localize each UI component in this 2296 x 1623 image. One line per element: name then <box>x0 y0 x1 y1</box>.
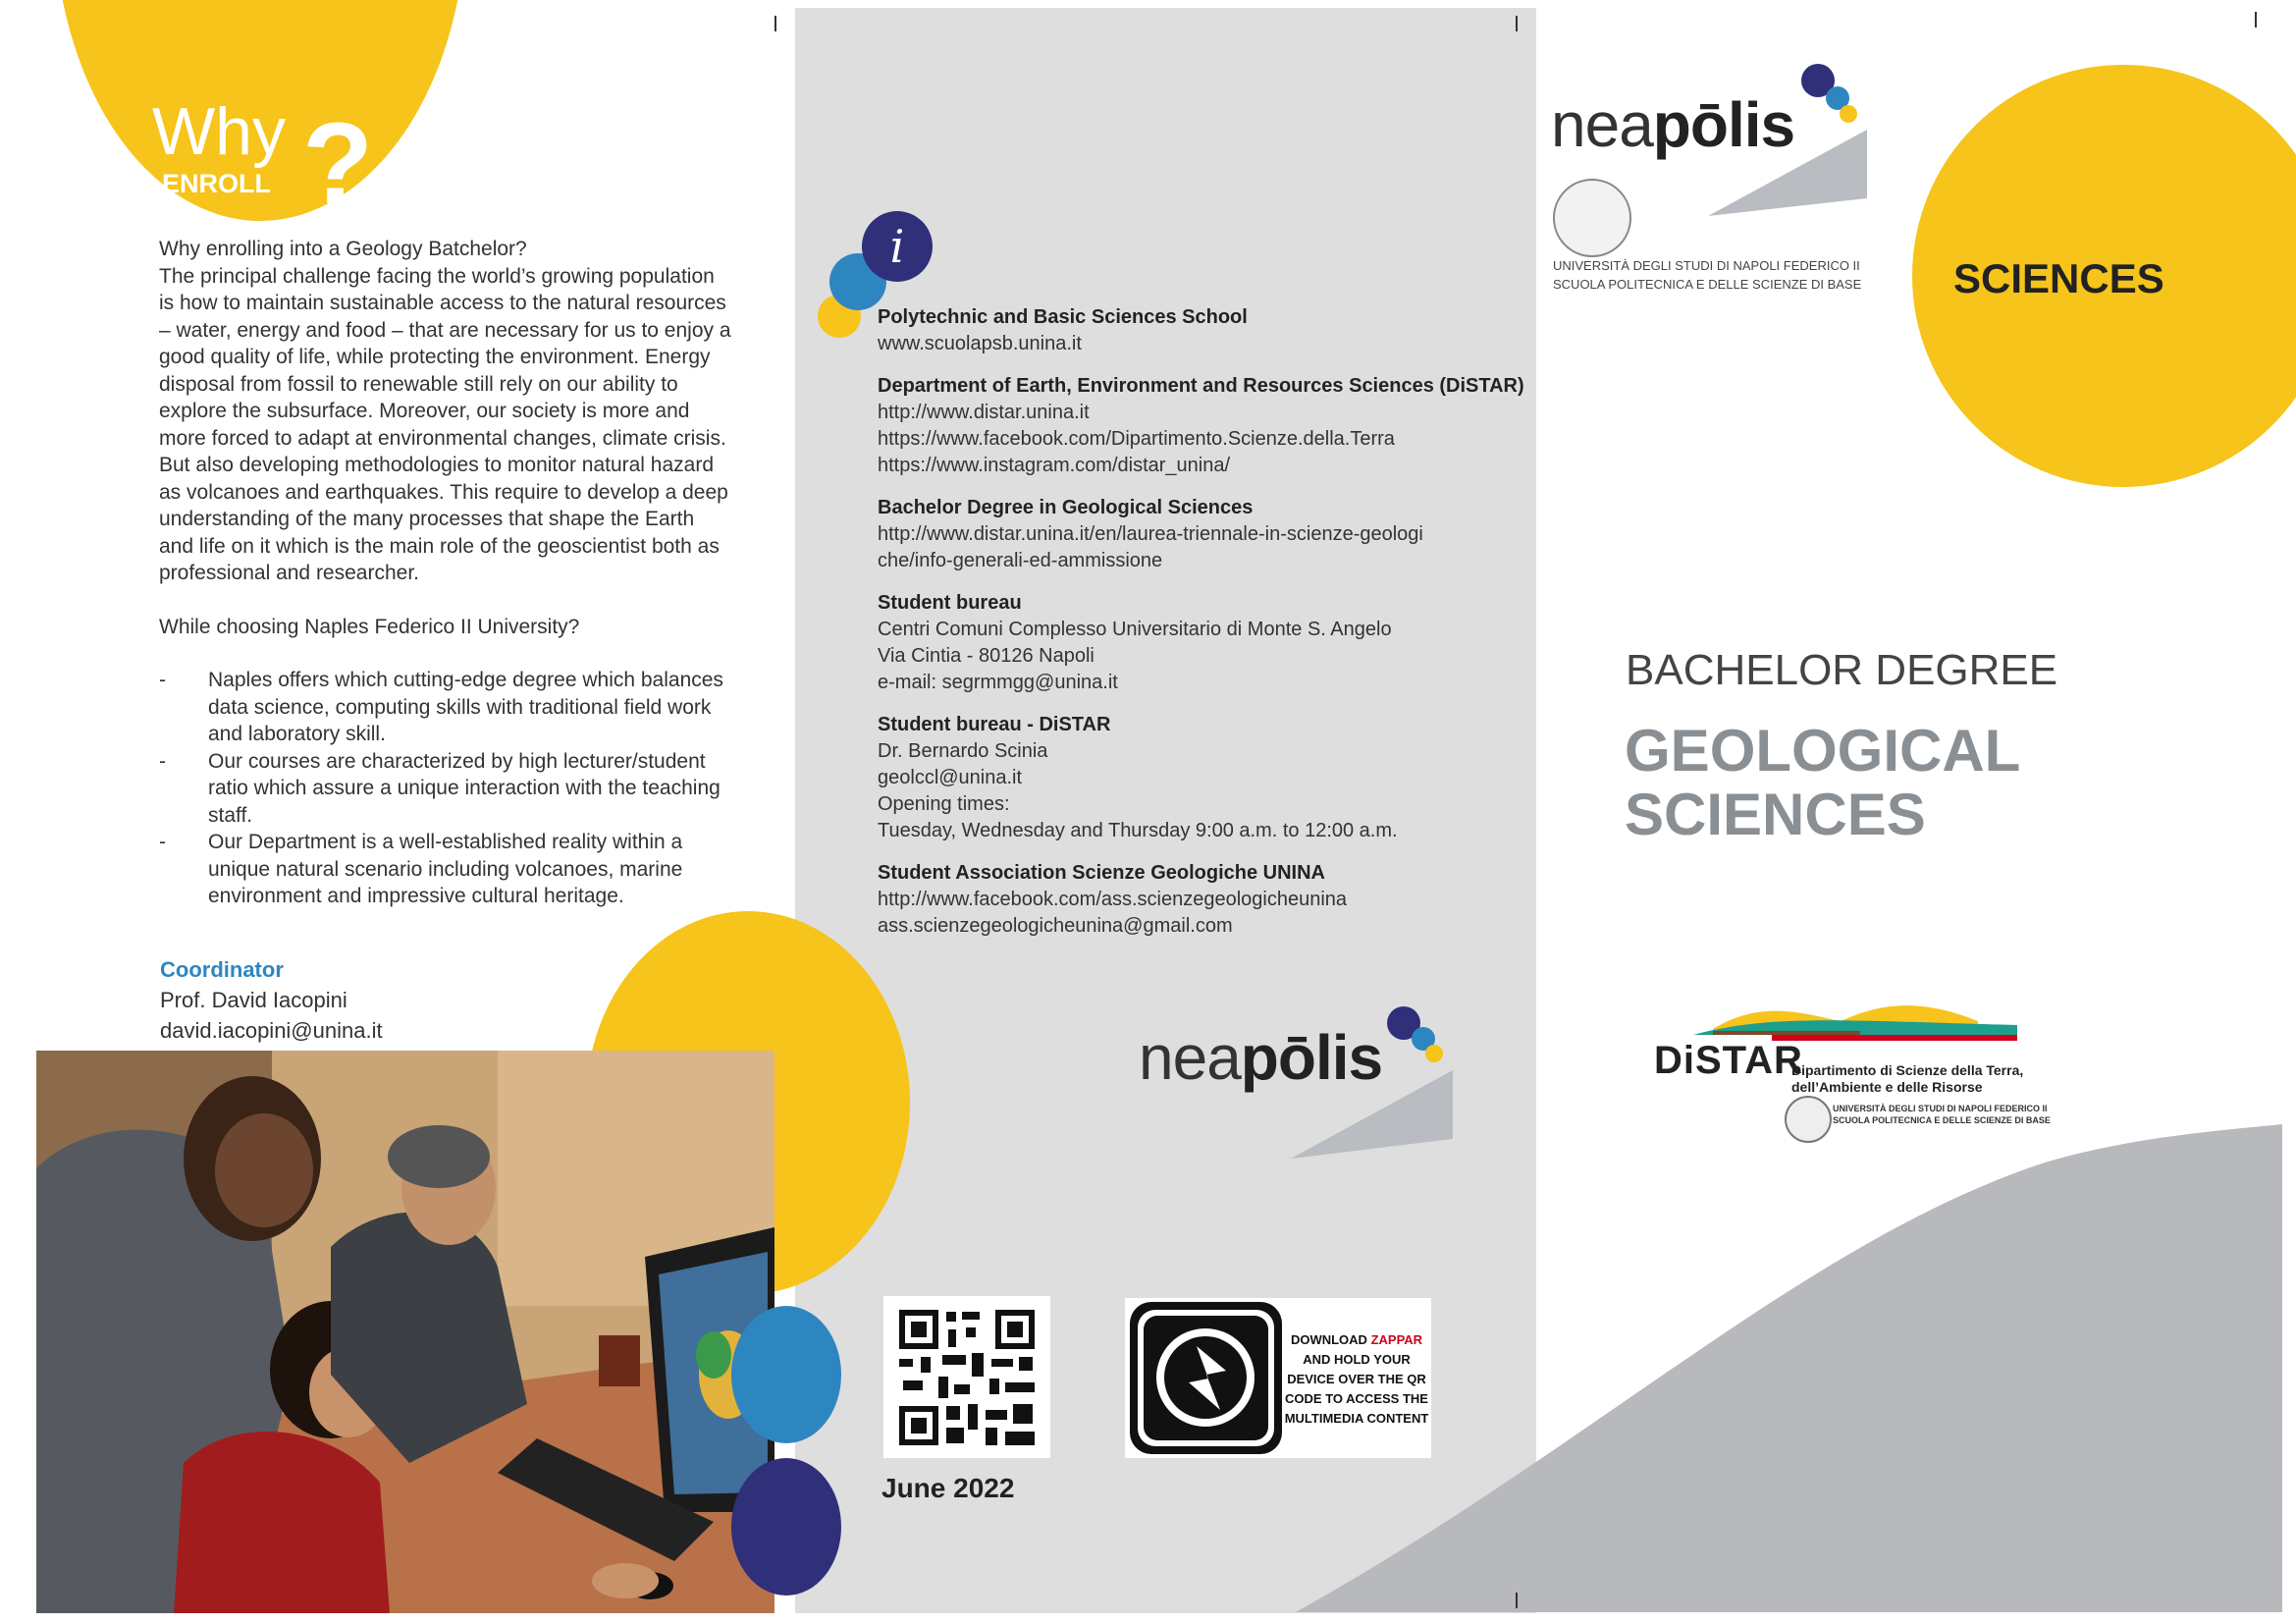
bullet-text: Naples offers which cutting-edge degree which balances data science, computing skills with traditional field work and laboratory skill. <box>208 669 723 745</box>
neapolis-logo-prefix: nea <box>1551 89 1653 160</box>
bullet-item <box>159 667 733 748</box>
section-heading: Bachelor Degree in Geological Sciences <box>878 497 1254 518</box>
bureau-street: Via Cintia - 80126 Napoli <box>878 645 1095 667</box>
qr-code[interactable] <box>883 1296 1050 1458</box>
distar-landscape-icon <box>1654 992 2027 1046</box>
purple-circle-decoration <box>731 1458 841 1596</box>
neapolis-logo-bold: pōlis <box>1240 1022 1383 1093</box>
zappar-download-text: DOWNLOAD <box>1290 1332 1371 1347</box>
association-email[interactable]: ass.scienzegeologicheunina@gmail.com <box>878 915 1233 937</box>
distar-logo-text: DiSTAR <box>1654 1039 1803 1082</box>
distar-department-line2: dell’Ambiente e delle Risorse <box>1791 1079 1983 1095</box>
zappar-code-icon[interactable] <box>1130 1302 1282 1454</box>
sciences-label: SCIENCES <box>1953 255 2164 301</box>
question-geology: Why enrolling into a Geology Batchelor? <box>159 238 527 260</box>
crop-mark <box>1516 1593 1518 1608</box>
link-bachelor[interactable]: http://www.distar.unina.it/en/laurea-triennale-in-scienze-geologiche/info-generali-ed-ammissione <box>878 523 1423 571</box>
link-school[interactable]: www.scuolapsb.unina.it <box>878 333 1082 354</box>
section-department <box>878 373 1525 479</box>
university-seal-icon <box>1553 179 1631 257</box>
crop-mark <box>1516 16 1518 31</box>
neapolis-logo-prefix: nea <box>1139 1022 1241 1093</box>
coordinator-name: Prof. David Iacopini <box>160 988 347 1012</box>
question-mark: ? <box>302 99 374 229</box>
bullet-item <box>159 748 733 830</box>
section-heading: Polytechnic and Basic Sciences School <box>878 306 1248 328</box>
students-photo <box>36 1051 774 1613</box>
opening-times-value: Tuesday, Wednesday and Thursday 9:00 a.m. to 12:00 a.m. <box>878 820 1398 841</box>
zappar-instruction-text: AND HOLD YOUR DEVICE OVER THE QR CODE TO ACCESS THE MULTIMEDIA CONTENT <box>1284 1352 1429 1426</box>
section-student-bureau-distar <box>878 712 1525 844</box>
school-name: SCUOLA POLITECNICA E DELLE SCIENZE DI BASE <box>1553 277 1862 292</box>
zappar-icon <box>1130 1302 1282 1454</box>
bullet-item <box>159 829 733 910</box>
bullet-dash: - <box>159 749 166 773</box>
coordinator-label: Coordinator <box>160 957 284 982</box>
opening-times-label: Opening times: <box>878 793 1010 815</box>
publication-date: June 2022 <box>881 1473 1015 1503</box>
bullet-text: Our courses are characterized by high lecturer/student ratio which assure a unique interaction with the teaching staff. <box>208 749 721 827</box>
link-distar-facebook[interactable]: https://www.facebook.com/Dipartimento.Scienze.della.Terra <box>878 428 1395 450</box>
why-heading: Why <box>152 94 286 169</box>
section-heading: Student bureau - DiSTAR <box>878 714 1111 735</box>
section-heading: Department of Earth, Environment and Resources Sciences (DiSTAR) <box>878 375 1524 397</box>
section-bachelor <box>878 495 1525 574</box>
bachelor-degree-title: BACHELOR DEGREE <box>1626 646 2058 694</box>
bullet-dash: - <box>159 669 166 691</box>
question-naples: While choosing Naples Federico II University? <box>159 615 580 638</box>
bullet-dash: - <box>159 831 166 853</box>
bureau-distar-email[interactable]: geolccl@unina.it <box>878 767 1023 788</box>
why-enroll-text <box>159 236 733 910</box>
qr-code-icon <box>883 1296 1050 1458</box>
bureau-address: Centri Comuni Complesso Universitario di Monte S. Angelo <box>878 619 1392 640</box>
gray-wave-decoration <box>1296 1124 2296 1623</box>
zappar-brand: ZAPPAR <box>1370 1332 1423 1347</box>
neapolis-swoosh-icon <box>1708 59 1880 218</box>
distar-university-line1: UNIVERSITÀ DEGLI STUDI DI NAPOLI FEDERICO II <box>1833 1104 2048 1113</box>
distar-university-line2: SCUOLA POLITECNICA E DELLE SCIENZE DI BASE <box>1833 1115 2051 1125</box>
contact-info-block <box>878 304 1525 955</box>
crop-mark <box>774 16 776 31</box>
bullet-text: Our Department is a well-established reality within a unique natural scenario including volcanoes, marine environment and impressive cultural heritage. <box>208 831 683 907</box>
distar-department-line1: Dipartimento di Scienze della Terra, <box>1791 1062 2024 1078</box>
university-name: UNIVERSITÀ DEGLI STUDI DI NAPOLI FEDERICO II <box>1553 258 1860 273</box>
section-student-association <box>878 860 1525 940</box>
paragraph-challenge: The principal challenge facing the world’s growing population is how to maintain sustainable access to the natural resources – water, energy and food – that are necessary for us to enjoy a good quality of life, while protecting the environment. Energy disposal from fossil to renewable still rely on our ability to explore the subsurface. Moreover, our society is more and more forced to adapt at environmental changes, climate crisis. But also developing methodologies to monitor natural hazard as volcanoes and earthquakes. This require to develop a deep understanding of the many processes that shape the Earth and life on it which is the main role of the geoscientist both as professional and researcher. <box>159 264 731 584</box>
crop-mark <box>2255 12 2257 27</box>
section-heading: Student Association Scienze Geologiche UNINA <box>878 862 1325 884</box>
geological-title-line1: GEOLOGICAL <box>1625 718 2021 784</box>
bureau-email[interactable]: e-mail: segrmmgg@unina.it <box>878 672 1118 693</box>
link-association-facebook[interactable]: http://www.facebook.com/ass.scienzegeologicheunina <box>878 889 1348 910</box>
students-photo-illustration <box>36 1051 774 1613</box>
bureau-contact-name: Dr. Bernardo Scinia <box>878 740 1048 762</box>
link-distar-site[interactable]: http://www.distar.unina.it <box>878 402 1090 423</box>
blue-circle-decoration <box>731 1306 841 1443</box>
neapolis-logo-bold: pōlis <box>1652 89 1795 160</box>
section-heading: Student bureau <box>878 592 1022 614</box>
section-student-bureau <box>878 590 1525 696</box>
coordinator-email[interactable]: david.iacopini@unina.it <box>160 1018 383 1043</box>
enroll-heading: ENROLL <box>162 169 271 198</box>
geological-title-line2: SCIENCES <box>1625 782 1926 847</box>
info-icon: i <box>862 211 933 282</box>
section-school <box>878 304 1525 357</box>
link-distar-instagram[interactable]: https://www.instagram.com/distar_unina/ <box>878 455 1231 476</box>
